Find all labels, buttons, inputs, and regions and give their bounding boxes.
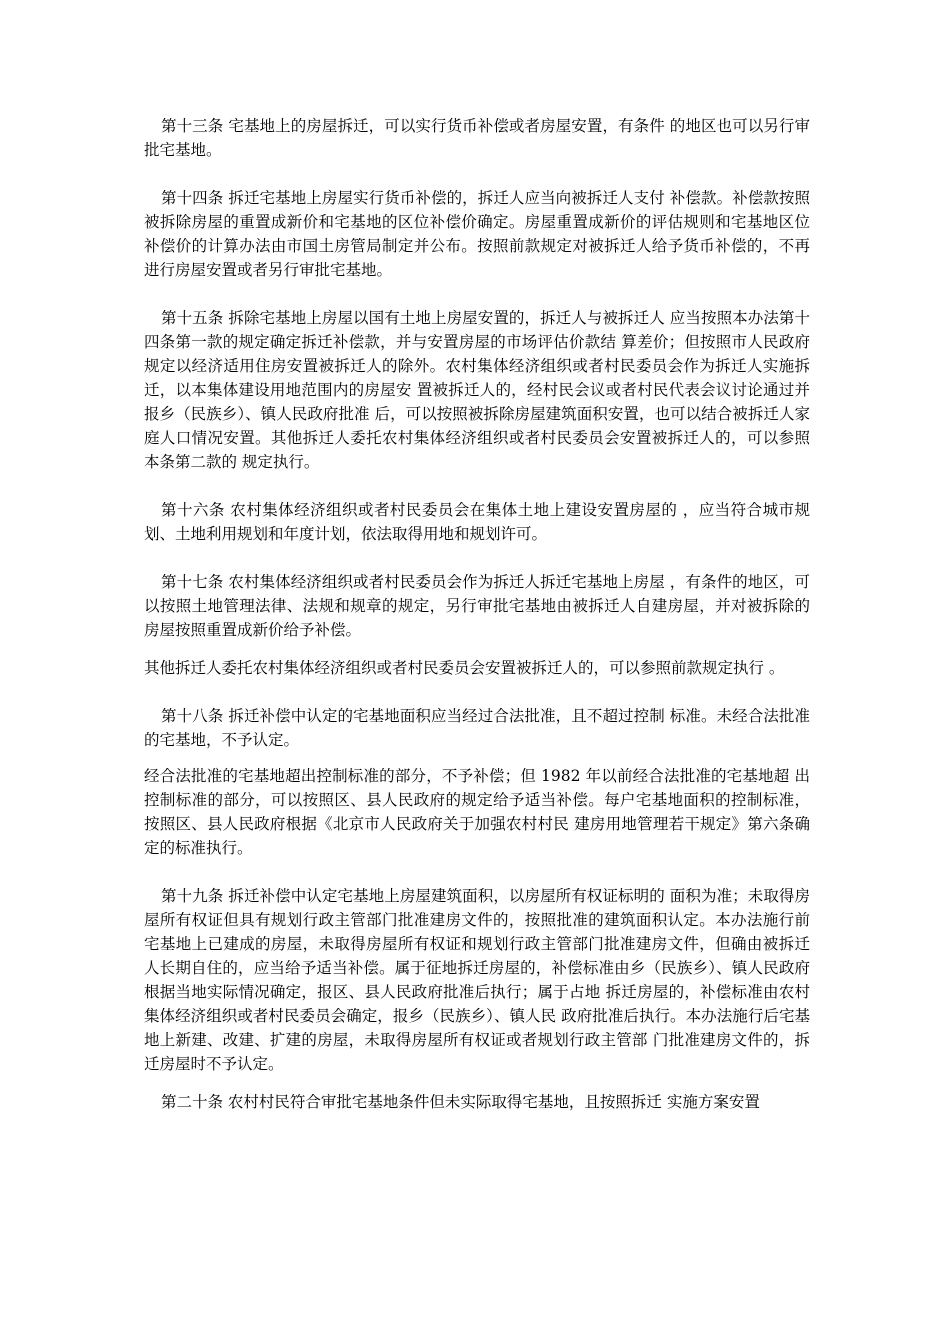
article-18-paragraph: 第十八条 拆迁补偿中认定的宅基地面积应当经过合法批准，且不超过控制 标准。未经合法批准的宅基地，不予认定。 bbox=[144, 707, 810, 749]
article-18-second-paragraph: 经合法批准的宅基地超出控制标准的部分，不予补偿；但 1982 年以前经合法批准的宅基地超 出控制标准的部分，可以按照区、县人民政府的规定给予适当补偿。每户宅基地面积的控制标准，按照区、县人民政府根据《北京市人民政府关于加强农村村民 建房用地管理若干规定》第六条确定的标准执行。 bbox=[144, 767, 810, 857]
article-13-paragraph: 第十三条 宅基地上的房屋拆迁，可以实行货币补偿或者房屋安置，有条件 的地区也可以另行审批宅基地。 bbox=[144, 117, 810, 159]
article-17-second-paragraph: 其他拆迁人委托农村集体经济组织或者村民委员会安置被拆迁人的，可以参照前款规定执行 。 bbox=[144, 659, 785, 677]
document-page bbox=[144, 114, 810, 1114]
article-15-paragraph: 第十五条 拆除宅基地上房屋以国有土地上房屋安置的，拆迁人与被拆迁人 应当按照本办法第十四条第一款的规定确定拆迁补偿款，并与安置房屋的市场评估价款结 算差价；但按照市人民政府规定以经济适用住房安置被拆迁人的除外。农村集体经济组织或者村民委员会作为拆迁人实施拆迁，以本集体建设用地范围内的房屋安 置被拆迁人的，经村民会议或者村民代表会议讨论通过并报乡（民族乡）、镇人民政府批准 后，可以按照被拆除房屋建筑面积安置，也可以结合被拆迁人家庭人口情况安置。其他拆迁人委托农村集体经济组织或者村民委员会安置被拆迁人的，可以参照本条第二款的 规定执行。 bbox=[144, 309, 810, 471]
article-16-paragraph: 第十六条 农村集体经济组织或者村民委员会在集体土地上建设安置房屋的 ，应当符合城市规划、土地利用规划和年度计划，依法取得用地和规划许可。 bbox=[144, 501, 810, 543]
article-20-paragraph: 第二十条 农村村民符合审批宅基地条件但未实际取得宅基地，且按照拆迁 实施方案安置 bbox=[161, 1093, 760, 1111]
article-14-paragraph: 第十四条 拆迁宅基地上房屋实行货币补偿的，拆迁人应当向被拆迁人支付 补偿款。补偿款按照被拆除房屋的重置成新价和宅基地的区位补偿价确定。房屋重置成新价的评估规则和宅基地区位补偿价的计算办法由市国土房管局制定并公布。按照前款规定对被拆迁人给予货币补偿的，不再进行房屋安置或者另行审批宅基地。 bbox=[144, 189, 810, 279]
article-17-paragraph: 第十七条 农村集体经济组织或者村民委员会作为拆迁人拆迁宅基地上房屋 ，有条件的地区，可以按照土地管理法律、法规和规章的规定，另行审批宅基地由被拆迁人自建房屋，并对被拆除的房屋按照重置成新价给予补偿。 bbox=[144, 573, 810, 639]
article-19-paragraph: 第十九条 拆迁补偿中认定宅基地上房屋建筑面积，以房屋所有权证标明的 面积为准；未取得房屋所有权证但具有规划行政主管部门批准建房文件的，按照批准的建筑面积认定。本办法施行前宅基地上已建成的房屋，未取得房屋所有权证和规划行政主管部门批准建房文件，但确由被拆迁人长期自住的，应当给予适当补偿。属于征地拆迁房屋的，补偿标准由乡（民族乡）、镇人民政府根据当地实际情况确定，报区、县人民政府批准后执行；属于占地 拆迁房屋的，补偿标准由农村集体经济组织或者村民委员会确定，报乡（民族乡）、镇人民 政府批准后执行。本办法施行后宅基地上新建、改建、扩建的房屋，未取得房屋所有权证或者规划行政主管部 门批准建房文件的，拆迁房屋时不予认定。 bbox=[144, 887, 810, 1073]
